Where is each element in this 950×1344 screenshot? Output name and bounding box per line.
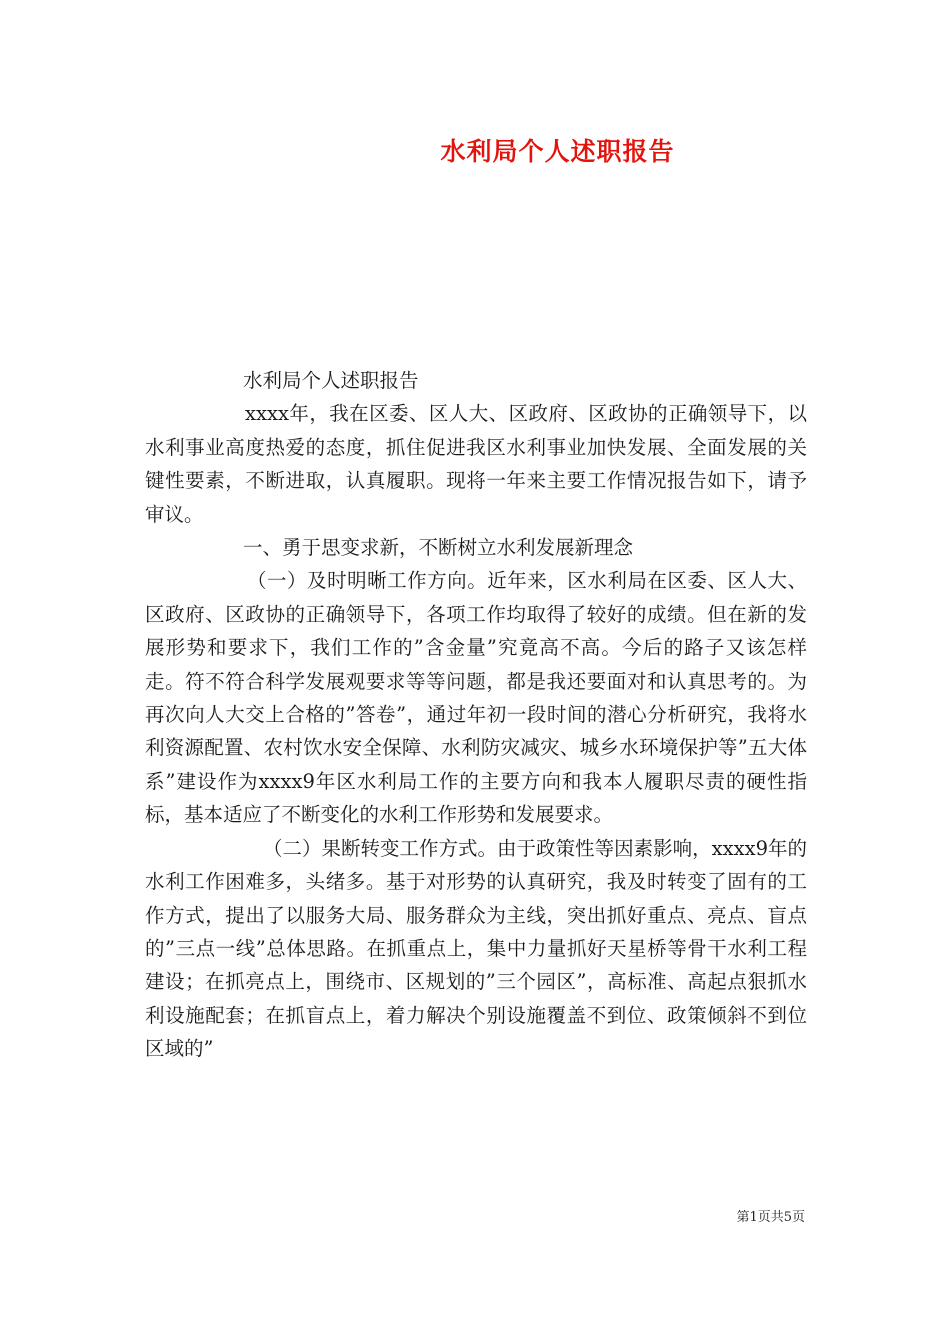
section-heading: 一、勇于思变求新，不断树立水利发展新理念 [243,536,634,560]
body-heading: 水利局个人述职报告 [243,369,419,392]
document-body [145,364,807,1066]
document-title: 水利局个人述职报告 [440,137,675,166]
intro-paragraph: xxxx年，我在区委、区人大、区政府、区政协的正确领导下，以水利事业高度热爱的态度，抓住促进我区水利事业加快发展、全面发展的关键性要素，不断进取，认真履职。现将一年来主要工作情况报告如下，请予审议。 [145,402,807,526]
subsection-paragraph-1: （一）及时明晰工作方向。近年来，区水利局在区委、区人大、区政府、区政协的正确领导下，各项工作均取得了较好的成绩。但在新的发展形势和要求下，我们工作的”含金量”究竟高不高。今后的路子又该怎样走。符不符合科学发展观要求等等问题，都是我还要面对和认真思考的。为再次向人大交上合格的”答卷”，通过年初一段时间的潜心分析研究，我将水利资源配置、农村饮水安全保障、水利防灾减灾、城乡水环境保护等”五大体系”建设作为xxxx9年区水利局工作的主要方向和我本人履职尽责的硬性指标，基本适应了不断变化的水利工作形势和发展要求。 [145,569,807,827]
page-number: 第1页共5页 [736,1210,805,1225]
subsection-paragraph-2: （二）果断转变工作方式。由于政策性等因素影响，xxxx9年的水利工作困难多，头绪多。基于对形势的认真研究，我及时转变了固有的工作方式，提出了以服务大局、服务群众为主线，突出抓好重点、亮点、盲点的”三点一线”总体思路。在抓重点上，集中力量抓好天星桥等骨干水利工程建设；在抓亮点上，围绕市、区规划的”三个园区”，高标准、高起点狠抓水利设施配套；在抓盲点上，着力解决个别设施覆盖不到位、政策倾斜不到位区域的” [145,836,807,1061]
